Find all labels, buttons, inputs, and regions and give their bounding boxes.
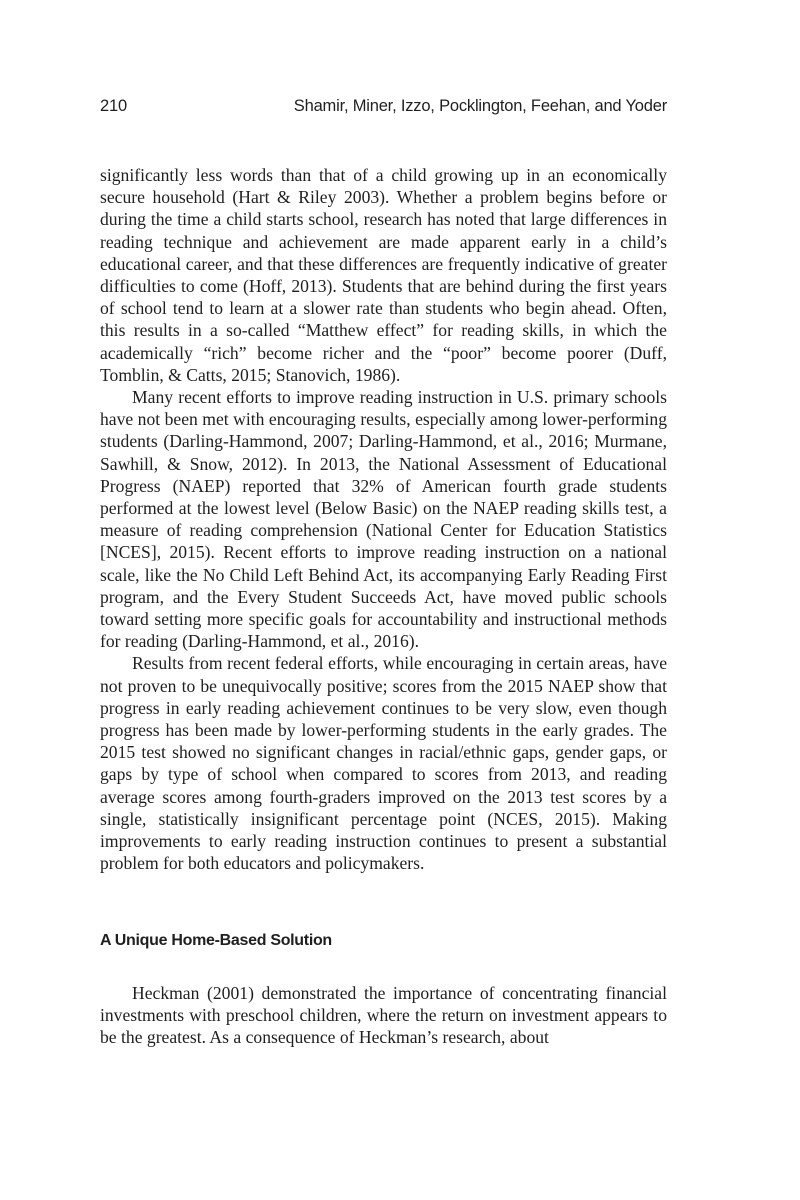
paragraph: Heckman (2001) demonstrated the importance of concentrating financial investments with preschool children, where the return on investment appears to be the greatest. As a consequence of Heckman’s research, about [100, 982, 667, 1047]
paragraph: Many recent efforts to improve reading instruction in U.S. primary schools have not been met with encouraging results, especially among lower-performing students (Darling-Hammond, 2007; Darling-Hammond, et al., 2016; Murmane, Sawhill, & Snow, 2012). In 2013, the National Assessment of Educational Progress (NAEP) reported that 32% of American fourth grade students performed at the lowest level (Below Basic) on the NAEP reading skills test, a measure of reading comprehension (National Center for Education Statistics [NCES], 2015). Recent efforts to improve reading instruction on a national scale, like the No Child Left Behind Act, its accompanying Early Reading First program, and the Every Student Succeeds Act, have moved public schools toward setting more specific goals for accountability and instructional methods for reading (Darling-Hammond, et al., 2016). [100, 387, 667, 652]
body-text [100, 164, 667, 1048]
paragraph: Results from recent federal efforts, while encouraging in certain areas, have not proven to be unequivocally positive; scores from the 2015 NAEP show that progress in early reading achievement continues to be very slow, even though progress has been made by lower-performing students in the early grades. The 2015 test showed no significant changes in racial/ethnic gaps, gender gaps, or gaps by type of school when compared to scores from 2013, and reading average scores among fourth-graders improved on the 2013 test scores by a single, statistically insignificant percentage point (NCES, 2015). Making improvements to early reading instruction continues to present a substantial problem for both educators and policymakers. [100, 653, 667, 874]
running-head-authors: Shamir, Miner, Izzo, Pocklington, Feehan, and Yoder [293, 97, 667, 115]
page-header [100, 97, 667, 119]
paragraph-continued: significantly less words than that of a child growing up in an economically secure household (Hart & Riley 2003). Whether a problem begins before or during the time a child starts school, research has noted that large differences in reading technique and achievement are made apparent early in a child’s educational career, and that these differences are frequently indicative of greater difficulties to come (Hoff, 2013). Students that are behind during the first years of school tend to learn at a slower rate than students who begin ahead. Often, this results in a so-called “Matthew effect” for reading skills, in which the academically “rich” become richer and the “poor” become poorer (Duff, Tomblin, & Catts, 2015; Stanovich, 1986). [100, 165, 667, 385]
page-number: 210 [100, 97, 127, 115]
section-heading: A Unique Home-Based Solution [100, 931, 332, 949]
